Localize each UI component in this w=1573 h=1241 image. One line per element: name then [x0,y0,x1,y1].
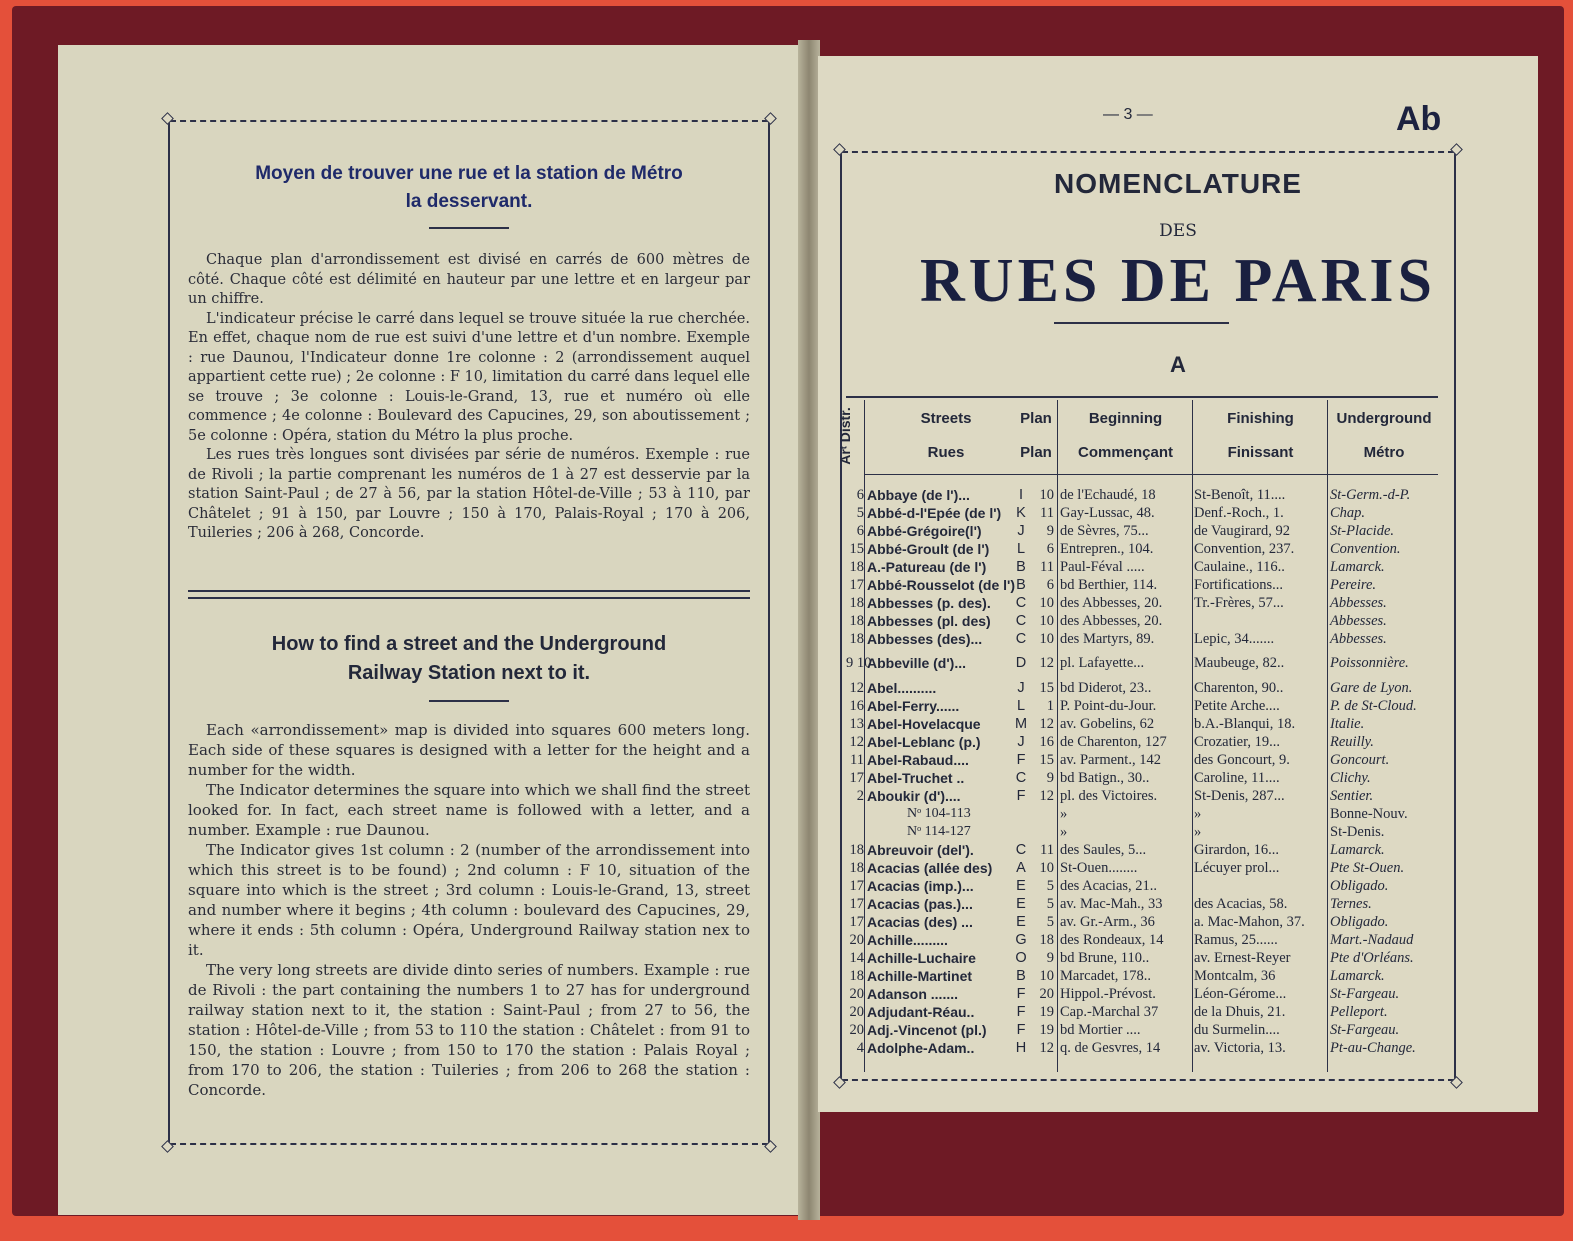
arrondissement-cell: 13 [849,716,864,732]
street-name-cell: Nᵒ 104-113 [907,806,971,821]
plan-letter-cell: H [1015,1040,1027,1056]
beginning-cell: av. Gobelins, 62 [1060,716,1155,732]
plan-number-cell: 12 [1039,788,1054,804]
header-finissant: Finissant [1227,444,1294,461]
finishing-cell: Maubeuge, 82.. [1194,655,1285,671]
table-row [846,1003,1438,1021]
plan-letter-cell: D [1015,655,1027,671]
street-name-cell: Abel-Truchet .. [867,770,965,786]
arrondissement-cell: 20 [849,986,864,1002]
plan-letter-cell: B [1016,559,1026,575]
frame-top-rule [842,151,1454,153]
arrondissement-cell: 18 [849,631,864,647]
street-name-cell: Achille-Martinet [867,968,973,984]
table-row [846,841,1438,859]
title-des: DES [1159,221,1197,241]
arrondissement-cell: 20 [849,932,864,948]
finishing-cell: St-Denis, 287... [1194,788,1285,804]
table-row [846,931,1438,949]
table-row [846,1021,1438,1039]
street-name-cell: Adanson ....... [867,986,959,1002]
plan-letter-cell: E [1016,878,1026,894]
finishing-cell: de Vaugirard, 92 [1194,523,1290,539]
finishing-cell: Convention, 237. [1194,541,1295,557]
french-title: Moyen de trouver une rue et la station de Métro la desservant. [255,163,683,212]
plan-number-cell: 10 [1039,487,1054,503]
finishing-cell: a. Mac-Mahon, 37. [1194,914,1305,930]
beginning-cell: P. Point-du-Jour. [1060,698,1157,714]
street-name-cell: Abel-Leblanc (p.) [867,734,981,750]
metro-cell: Pelleport. [1330,1004,1388,1020]
arrondissement-cell: 18 [849,860,864,876]
beginning-cell: Entrepren., 104. [1060,541,1154,557]
finishing-cell: Lepic, 34....... [1194,631,1275,647]
header-streets: Streets [920,410,972,427]
plan-number-cell: 15 [1039,680,1054,696]
finishing-cell: b.A.-Blanqui, 18. [1194,716,1296,732]
beginning-cell: av. Parment., 142 [1060,752,1161,768]
arrondissement-cell: 15 [849,541,864,557]
arrondissement-cell: 18 [849,595,864,611]
plan-letter-cell: J [1017,523,1025,539]
plan-letter-cell: B [1016,968,1026,984]
metro-cell: Reuilly. [1330,734,1374,750]
plan-number-cell: 10 [1039,968,1054,984]
table-row [846,715,1438,733]
header-plan-fr: Plan [1020,444,1052,461]
beginning-cell: St-Ouen........ [1060,860,1138,876]
beginning-cell: » [1060,806,1068,822]
arrondissement-cell: 11 [850,752,864,768]
header-arrondissement: Arᵗ Distr. [836,407,853,465]
arrondissement-cell: 9 10 [846,655,872,671]
finishing-cell: des Acacias, 58. [1194,896,1288,912]
ornament-diamond [764,112,777,125]
plan-letter-cell: F [1016,986,1026,1002]
arrondissement-cell: 16 [849,698,864,714]
plan-number-cell: 6 [1046,541,1054,557]
table-top-rule [846,396,1438,398]
plan-letter-cell: I [1018,487,1024,503]
plan-letter-cell: C [1015,842,1027,858]
arrondissement-cell: 17 [849,878,864,894]
beginning-cell: de Charenton, 127 [1060,734,1167,750]
plan-letter-cell: F [1016,752,1026,768]
metro-cell: Pte St-Ouen. [1330,860,1405,876]
beginning-cell: bd Berthier, 114. [1060,577,1158,593]
beginning-cell: des Abbesses, 20. [1060,613,1163,629]
arrondissement-cell: 18 [849,968,864,984]
arrondissement-cell: 6 [856,487,864,503]
arrondissement-cell: 17 [849,896,864,912]
frame-top-rule [170,120,768,122]
street-name-cell: Abel.......... [867,680,937,696]
running-head: Ab [1396,100,1442,138]
english-title: How to find a street and the Underground Railway Station next to it. [271,633,667,684]
beginning-cell: Hippol.-Prévost. [1060,986,1156,1002]
plan-number-cell: 11 [1040,842,1054,858]
table-row [846,630,1438,648]
street-name-cell: Acacias (pas.)... [867,896,973,912]
plan-letter-cell: E [1016,914,1026,930]
beginning-cell: des Martyrs, 89. [1060,631,1155,647]
beginning-cell: » [1060,824,1068,840]
plan-number-cell: 12 [1039,716,1054,732]
plan-number-cell: 9 [1046,523,1054,539]
table-row [846,913,1438,931]
english-section [188,630,750,1100]
beginning-cell: av. Gr.-Arm., 36 [1060,914,1155,930]
header-finishing: Finishing [1227,410,1294,427]
metro-cell: St-Placide. [1330,523,1395,539]
metro-cell: Convention. [1330,541,1401,557]
header-rues: Rues [927,444,965,461]
street-name-cell: Abbeville (d')... [867,655,967,671]
finishing-cell: Petite Arche.... [1194,698,1280,714]
finishing-cell: » [1194,824,1202,840]
arrondissement-cell: 18 [849,842,864,858]
left-page-frame [168,120,770,1145]
beginning-cell: Gay-Lussac, 48. [1060,505,1155,521]
metro-cell: St-Fargeau. [1330,986,1400,1002]
metro-cell: Bonne-Nouv. [1330,806,1408,822]
table-row [846,540,1438,558]
plan-number-cell: 5 [1046,896,1054,912]
metro-cell: St-Fargeau. [1330,1022,1400,1038]
table-row [846,985,1438,1003]
arrondissement-cell: 20 [849,1022,864,1038]
page-title: RUES DE PARIS [920,247,1436,315]
beginning-cell: des Rondeaux, 14 [1060,932,1164,948]
street-name-cell: Acacias (allée des) [867,860,993,876]
metro-cell: Pereire. [1330,577,1377,593]
plan-letter-cell: L [1016,541,1026,557]
plan-letter-cell: C [1015,613,1027,629]
metro-cell: Gare de Lyon. [1330,680,1413,696]
table-row [846,504,1438,522]
beginning-cell: Cap.-Marchal 37 [1060,1004,1159,1020]
table-row [846,594,1438,612]
beginning-cell: q. de Gesvres, 14 [1060,1040,1161,1056]
table-row [846,679,1438,697]
beginning-cell: av. Mac-Mah., 33 [1060,896,1163,912]
frame-bottom-rule [170,1143,768,1145]
finishing-cell: du Surmelin.... [1194,1022,1280,1038]
plan-letter-cell: L [1016,698,1026,714]
finishing-cell: St-Benoît, 11.... [1194,487,1286,503]
frame-bottom-rule [842,1079,1454,1081]
metro-cell: P. de St-Cloud. [1330,698,1417,714]
street-name-cell: Achille......... [867,932,948,948]
plan-number-cell: 12 [1039,1040,1054,1056]
metro-cell: Chap. [1330,505,1366,521]
plan-number-cell: 20 [1039,986,1054,1002]
plan-letter-cell: K [1016,505,1026,521]
book-spine [798,40,820,1220]
english-paragraph: The very long streets are divide dinto series of numbers. Example : rue de Rivoli : the part containing the numbers 1 to 27 has for underground railway station next to it, the station : Saint-Paul ; from 27 to 56, the station : Hôtel-de-Ville ; from 53 to 110 the station : Châtelet : from 91 to 150, the station : Louvre ; from 150 to 170 the station : Palais Royal ; from 170 to 206, the station : Tuileries ; from 206 to 268 the station : Concorde. [188,961,750,1099]
street-name-cell: Adjudant-Réau.. [867,1004,975,1020]
street-name-cell: Abbé-Rousselot (de l') [867,577,1015,593]
table-row [846,949,1438,967]
plan-letter-cell: J [1017,680,1025,696]
finishing-cell: Girardon, 16... [1194,842,1279,858]
street-index-table [836,396,1438,1076]
table-row [846,558,1438,576]
metro-cell: Lamarck. [1330,842,1385,858]
street-name-cell: Abbaye (de l')... [867,487,970,503]
metro-cell: St-Denis. [1330,824,1385,840]
finishing-cell: Crozatier, 19... [1194,734,1280,750]
metro-cell: Abbesses. [1330,595,1387,611]
title-rule [429,700,509,702]
plan-letter-cell: F [1016,1022,1026,1038]
plan-number-cell: 9 [1046,950,1054,966]
plan-letter-cell: C [1015,770,1027,786]
finishing-cell: » [1194,806,1202,822]
street-name-cell: A.-Patureau (de l') [867,559,987,575]
metro-cell: Sentier. [1330,788,1374,804]
finishing-cell: Léon-Gérome... [1194,986,1287,1002]
table-row [846,967,1438,985]
street-name-cell: Abbesses (p. des). [867,595,991,611]
plan-number-cell: 11 [1040,505,1054,521]
street-name-cell: Abbé-Grégoire(l') [867,523,982,539]
plan-letter-cell: J [1017,734,1025,750]
plan-number-cell: 10 [1039,631,1054,647]
plan-number-cell: 9 [1046,770,1054,786]
street-name-cell: Abbé-Groult (de l') [867,541,990,557]
french-paragraph: L'indicateur précise le carré dans lequel se trouve située la rue cherchée. En effet, chaque nom de rue est suivi d'une lettre et d'un nombre. Exemple : rue Daunou, l'Indicateur donne 1re colonne : 2 (arrondissement auquel appartient cette rue) ; 2e colonne : F 10, limitation du carré dans lequel elle se trouve ; 3e colonne : Louis-le-Grand, 13, rue et numéro où elle commence ; 4e colonne : Boulevard des Capucines, 29, son aboutissement ; 5e colonne : Opéra, station du Métro la plus proche. [188,310,750,444]
arrondissement-cell: 12 [849,734,864,750]
header-plan-en: Plan [1020,410,1052,427]
table-row [846,612,1438,630]
street-name-cell: Abbesses (des)... [867,631,983,647]
plan-letter-cell: F [1016,788,1026,804]
table-row [846,576,1438,594]
arrondissement-cell: 5 [856,505,864,521]
section-letter: A [1170,352,1186,377]
english-paragraph: The Indicator gives 1st column : 2 (number of the arrondissement into which this street is to be found) ; 2nd column : F 10, situation of the square into which is the street ; 3rd column : Louis-le-Grand, 13, street and number where it begins ; 4th column : boulevard des Capucines, 29, where it ends : 5th column : Opéra, Underground Railway station nex to it. [188,841,750,959]
plan-letter-cell: M [1014,716,1028,732]
french-paragraph: Les rues très longues sont divisées par série de numéros. Exemple : rue de Rivoli ; la partie comprenant les numéros de 1 à 27 est desservie par la station Saint-Paul ; de 27 à 56, par la station Hôtel-de-Ville ; 53 à 110, par Châtelet ; 91 à 150, par Louvre ; 150 à 170, Palais-Royal ; 170 à 206, Tuileries ; 206 à 268, Concorde. [188,447,750,542]
plan-number-cell: 10 [1039,860,1054,876]
table-row [846,1039,1438,1057]
beginning-cell: bd Batign., 30.. [1060,770,1150,786]
metro-cell: Abbesses. [1330,613,1387,629]
arrondissement-cell: 18 [849,613,864,629]
street-name-cell: Nᵒ 114-127 [907,824,971,839]
metro-cell: Poissonnière. [1330,655,1409,671]
table-row [846,751,1438,769]
arrondissement-cell: 6 [856,523,864,539]
table-row [846,733,1438,751]
metro-cell: Pte d'Orléans. [1330,950,1414,966]
french-paragraph: Chaque plan d'arrondissement est divisé en carrés de 600 mètres de côté. Chaque côté est délimité en hauteur par une lettre et en largeur par un chiffre. [188,252,750,308]
arrondissement-cell: 17 [849,914,864,930]
finishing-cell: de la Dhuis, 21. [1194,1004,1286,1020]
header-underground: Underground [1336,410,1432,427]
plan-number-cell: 19 [1039,1022,1054,1038]
arrondissement-cell: 18 [849,559,864,575]
metro-cell: Clichy. [1330,770,1371,786]
finishing-cell: des Goncourt, 9. [1194,752,1290,768]
plan-letter-cell: F [1016,1004,1026,1020]
street-name-cell: Abbesses (pl. des) [867,613,991,629]
metro-cell: Pt-au-Change. [1330,1040,1416,1056]
plan-number-cell: 10 [1039,613,1054,629]
street-name-cell: Abel-Ferry...... [867,698,960,714]
plan-letter-cell: O [1015,950,1027,966]
beginning-cell: de l'Echaudé, 18 [1060,487,1156,503]
metro-cell: Italie. [1330,716,1365,732]
plan-number-cell: 11 [1040,559,1054,575]
metro-cell: Obligado. [1330,878,1389,894]
beginning-cell: pl. des Victoires. [1060,788,1158,804]
plan-number-cell: 15 [1039,752,1054,768]
ornament-diamond [833,143,846,156]
street-name-cell: Acacias (des) ... [867,914,973,930]
plan-number-cell: 12 [1039,655,1054,671]
plan-number-cell: 5 [1046,878,1054,894]
arrondissement-cell: 20 [849,1004,864,1020]
metro-cell: Obligado. [1330,914,1389,930]
table-row [846,877,1438,895]
plan-number-cell: 6 [1046,577,1054,593]
beginning-cell: pl. Lafayette... [1060,655,1145,671]
street-name-cell: Abbé-d-l'Epée (de l') [867,505,1002,521]
plan-number-cell: 19 [1039,1004,1054,1020]
left-page [58,45,800,1215]
page-number: — 3 — [1103,106,1153,123]
metro-cell: Goncourt. [1330,752,1390,768]
table-row [846,823,1438,841]
beginning-cell: des Saules, 5... [1060,842,1147,858]
street-name-cell: Aboukir (d').... [867,788,961,804]
plan-letter-cell: E [1016,896,1026,912]
french-section [188,160,750,544]
arrondissement-cell: 17 [849,577,864,593]
finishing-cell: Caroline, 11.... [1194,770,1280,786]
metro-cell: Lamarck. [1330,559,1385,575]
metro-cell: Mart.-Nadaud [1330,932,1414,948]
section-divider [188,590,750,599]
finishing-cell: Denf.-Roch., 1. [1194,505,1284,521]
beginning-cell: Marcadet, 178.. [1060,968,1151,984]
plan-number-cell: 5 [1046,914,1054,930]
finishing-cell: Tr.-Frères, 57... [1194,595,1284,611]
plan-letter-cell: G [1015,932,1027,948]
finishing-cell: Caulaine., 116.. [1194,559,1285,575]
metro-cell: St-Germ.-d-P. [1330,487,1411,503]
arrondissement-cell: 12 [849,680,864,696]
english-paragraph: Each «arrondissement» map is divided into squares 600 meters long. Each side of these squares is designed with a letter for the height and a number for the width. [188,721,750,779]
street-name-cell: Adj.-Vincenot (pl.) [867,1022,987,1038]
finishing-cell: Lécuyer prol... [1194,860,1280,876]
finishing-cell: Ramus, 25...... [1194,932,1278,948]
plan-number-cell: 1 [1046,698,1054,714]
beginning-cell: bd Brune, 110.. [1060,950,1150,966]
finishing-cell: Montcalm, 36 [1194,968,1276,984]
arrondissement-cell: 4 [856,1040,864,1056]
english-paragraph: The Indicator determines the square into which we shall find the street looked for. In fact, each street name is followed with a letter, and a number. Example : rue Daunou. [188,781,750,839]
table-row [846,787,1438,805]
finishing-cell: av. Ernest-Reyer [1194,950,1291,966]
street-name-cell: Acacias (imp.)... [867,878,974,894]
arrondissement-cell: 17 [849,770,864,786]
table-row [846,486,1438,504]
ornament-diamond [161,112,174,125]
finishing-cell: Charenton, 90.. [1194,680,1284,696]
metro-cell: Lamarck. [1330,968,1385,984]
ornament-diamond [1450,143,1463,156]
arrondissement-cell: 2 [856,788,864,804]
table-row [846,648,1438,679]
beginning-cell: bd Mortier .... [1060,1022,1141,1038]
header-metro: Métro [1363,444,1405,461]
header-commencant: Commençant [1077,444,1174,461]
beginning-cell: de Sèvres, 75... [1060,523,1149,539]
plan-letter-cell: A [1016,860,1026,876]
title-rule [429,227,509,229]
right-page [818,56,1538,1112]
metro-cell: Ternes. [1330,896,1372,912]
street-name-cell: Achille-Luchaire [867,950,976,966]
plan-number-cell: 18 [1039,932,1054,948]
arrondissement-cell: 14 [849,950,864,966]
street-name-cell: Abel-Rabaud.... [867,752,969,768]
street-name-cell: Adolphe-Adam.. [867,1040,975,1056]
finishing-cell: Fortifications... [1194,577,1284,593]
table-row [846,805,1438,823]
table-row [846,895,1438,913]
beginning-cell: Paul-Féval ..... [1060,559,1145,575]
header-beginning: Beginning [1088,410,1163,427]
table-body [846,486,1438,1057]
street-name-cell: Abel-Hovelacque [867,716,981,732]
table-row [846,769,1438,787]
street-name-cell: Abreuvoir (del'). [867,842,974,858]
plan-letter-cell: C [1015,595,1027,611]
table-row [846,522,1438,540]
plan-number-cell: 16 [1039,734,1054,750]
finishing-cell: av. Victoria, 13. [1194,1040,1286,1056]
title-rule [1054,322,1229,324]
header-bottom-rule [864,474,1438,475]
plan-letter-cell: B [1016,577,1026,593]
beginning-cell: des Abbesses, 20. [1060,595,1163,611]
plan-letter-cell: C [1015,631,1027,647]
beginning-cell: bd Diderot, 23.. [1060,680,1152,696]
table-row [846,697,1438,715]
table-row [846,859,1438,877]
title-nomenclature: NOMENCLATURE [1054,168,1302,199]
beginning-cell: des Acacias, 21.. [1060,878,1158,894]
plan-number-cell: 10 [1039,595,1054,611]
metro-cell: Abbesses. [1330,631,1387,647]
